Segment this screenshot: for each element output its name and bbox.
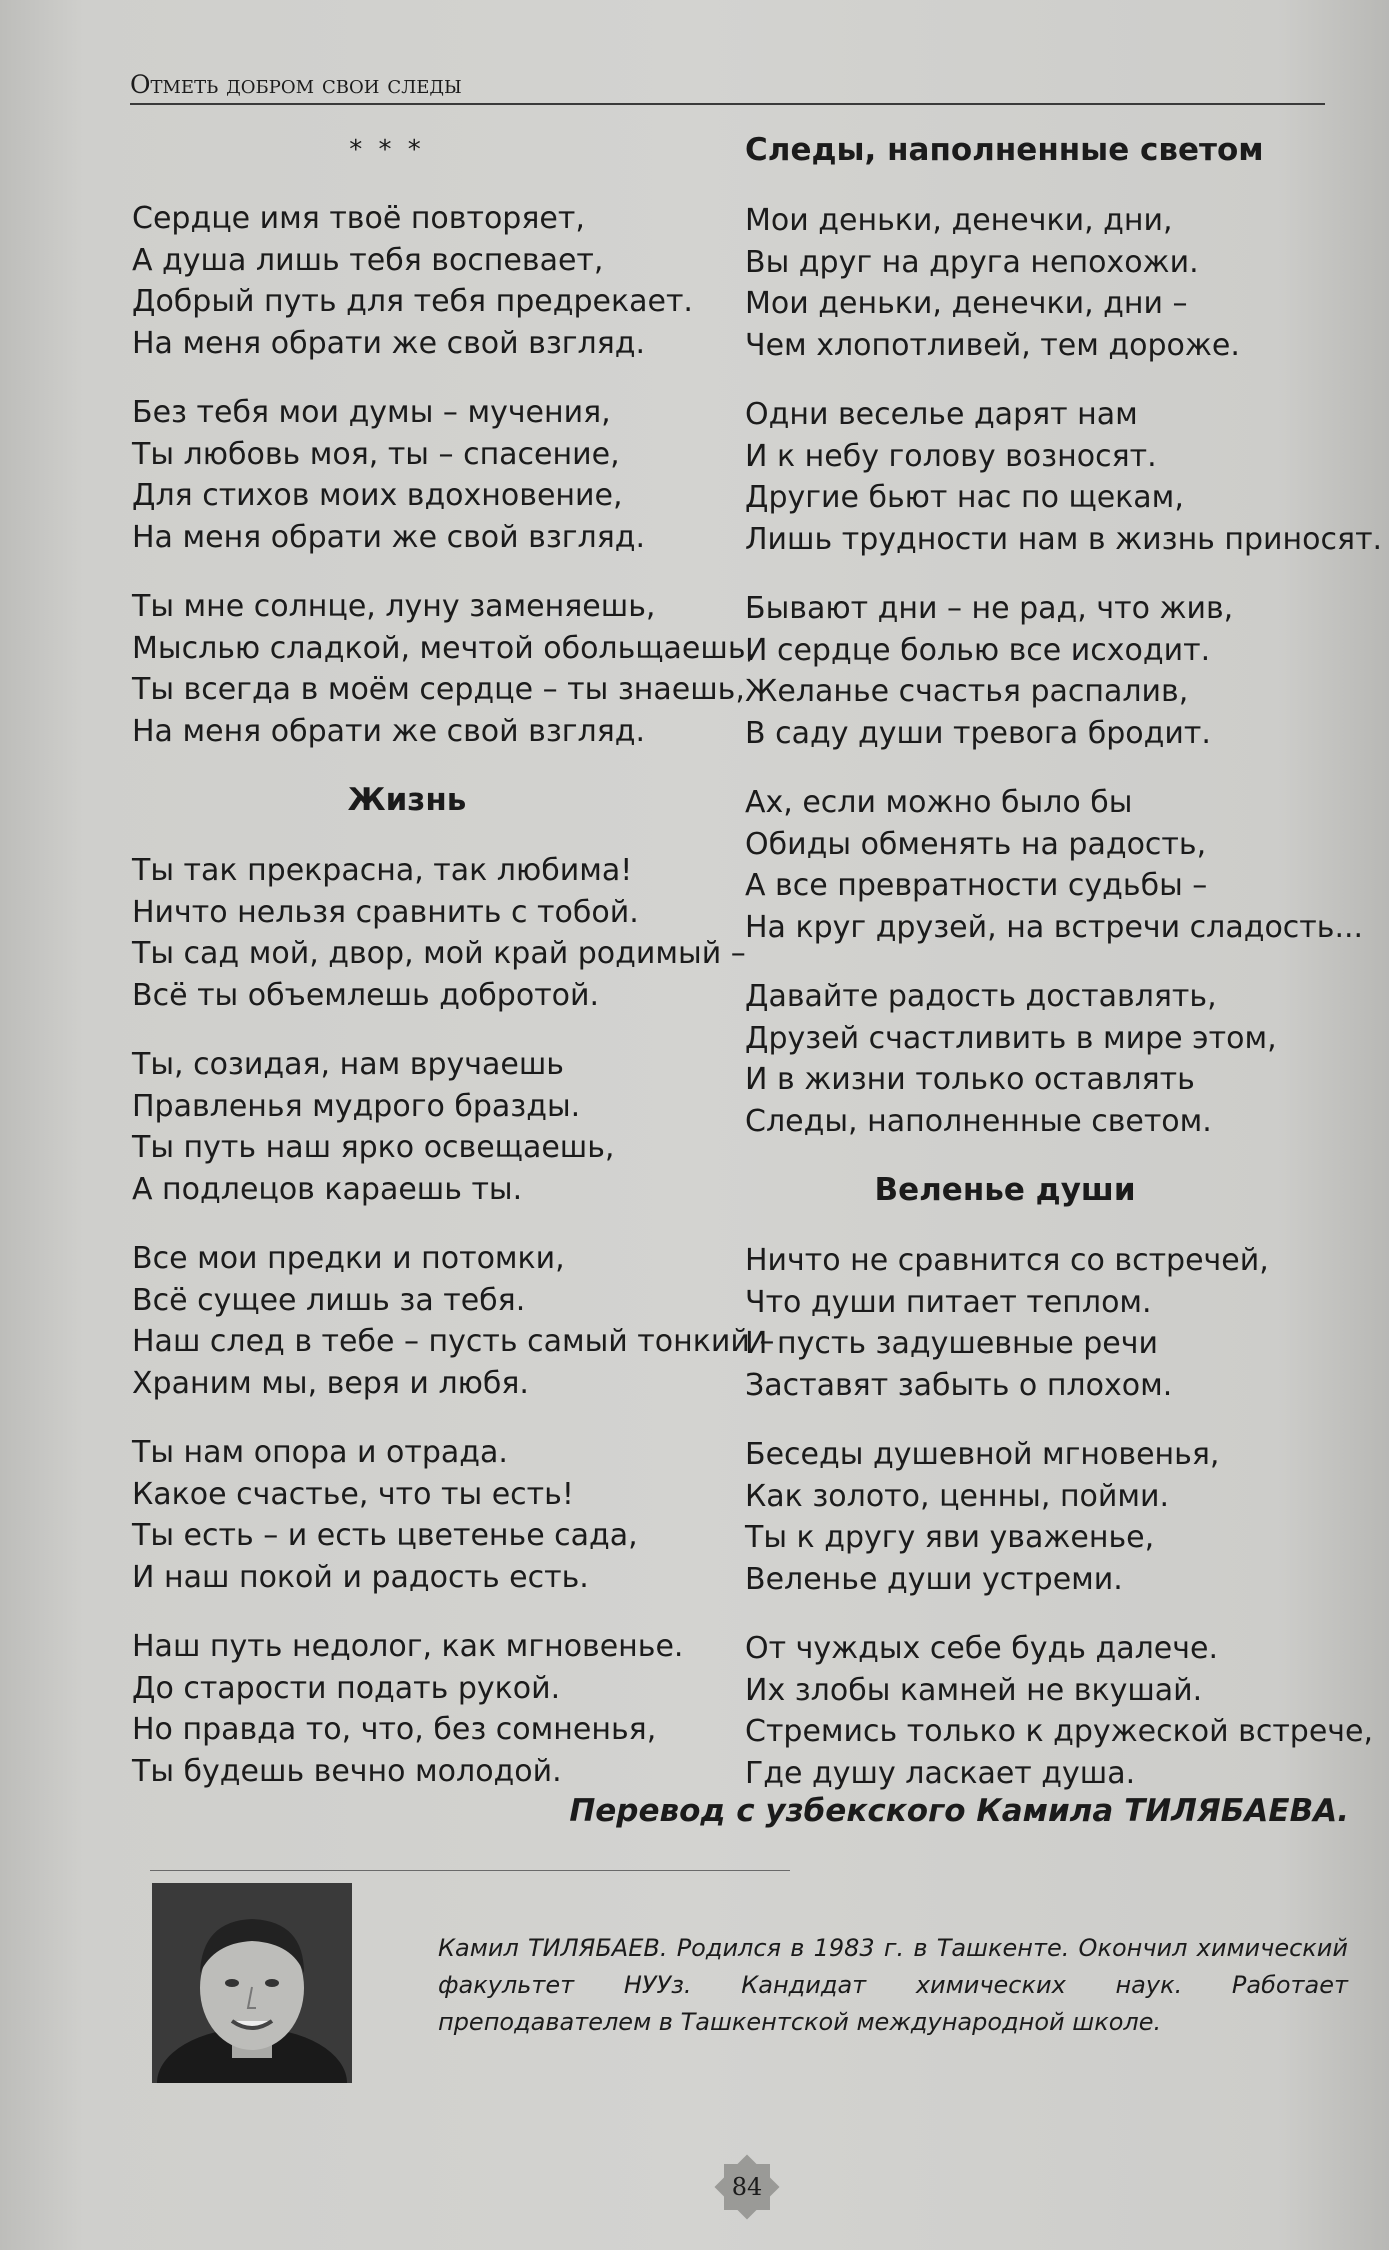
poem-line: И к небу голову возносят. bbox=[745, 438, 1157, 474]
poem-line: И пусть задушевные речи bbox=[745, 1326, 1158, 1361]
poem-zhizn bbox=[132, 850, 775, 1792]
poem-line: Ты мне солнце, луну заменяешь, bbox=[132, 589, 656, 624]
poem-title-velenie: Веленье души bbox=[874, 1172, 1136, 1208]
poem-line: Но правда то, что, без сомненья, bbox=[132, 1712, 657, 1747]
poem-line: И наш покой и радость есть. bbox=[132, 1559, 589, 1595]
poem-line: Ничто нельзя сравнить с тобой. bbox=[132, 894, 639, 930]
author-portrait-icon bbox=[152, 1883, 352, 2083]
poem-line: Ты, созидая, нам вручаешь bbox=[132, 1047, 564, 1082]
stanza bbox=[132, 1238, 775, 1404]
poem-line: Всё сущее лишь за тебя. bbox=[132, 1282, 526, 1318]
poem-line: И в жизни только оставлять bbox=[745, 1062, 1195, 1097]
poem-line: Ты сад мой, двор, мой край родимый – bbox=[132, 936, 746, 971]
poem-line: Правленья мудрого бразды. bbox=[132, 1088, 581, 1124]
poem-line: На меня обрати же свой взгляд. bbox=[132, 713, 646, 749]
poem-line: Ты к другу яви уваженье, bbox=[745, 1520, 1155, 1555]
poem-line: Заставят забыть о плохом. bbox=[745, 1367, 1173, 1403]
stanza bbox=[132, 1432, 722, 1598]
poem-line: Чем хлопотливей, тем дороже. bbox=[745, 327, 1240, 363]
stanza bbox=[745, 200, 1345, 366]
poem-line: Что души питает теплом. bbox=[745, 1284, 1152, 1320]
poem-line: Мыслью сладкой, мечтой обольщаешь, bbox=[132, 630, 756, 666]
stanza bbox=[745, 782, 1364, 948]
poem-line: Ты будешь вечно молодой. bbox=[132, 1753, 562, 1789]
stanza bbox=[132, 1044, 722, 1210]
page-number-badge bbox=[712, 2152, 782, 2222]
stanza bbox=[132, 392, 722, 558]
poem-title-zhizn: Жизнь bbox=[347, 782, 467, 818]
stanza bbox=[745, 588, 1345, 754]
poem-line: Мои деньки, денечки, дни, bbox=[745, 203, 1173, 238]
poem-line: Как золото, ценны, пойми. bbox=[745, 1478, 1170, 1514]
poem-line: Ах, если можно было бы bbox=[745, 785, 1133, 820]
poem-stars-heading: * * * bbox=[349, 135, 425, 165]
poem-line: Ты есть – и есть цветенье сада, bbox=[132, 1518, 638, 1553]
poem-line: Лишь трудности нам в жизнь приносят. bbox=[745, 521, 1383, 557]
poem-line: Давайте радость доставлять, bbox=[745, 979, 1217, 1014]
poem-line: Мои деньки, денечки, дни – bbox=[745, 286, 1188, 321]
poem-line: До старости подать рукой. bbox=[132, 1670, 561, 1706]
poem-line: На круг друзей, на встречи сладость... bbox=[745, 909, 1364, 945]
stanza bbox=[745, 1628, 1374, 1794]
page-number: 84 bbox=[731, 2173, 763, 2201]
poem-line: Ты путь наш ярко освещаешь, bbox=[132, 1130, 615, 1165]
poem-line: Обиды обменять на радость, bbox=[745, 826, 1207, 862]
poem-line: Ты любовь моя, ты – спасение, bbox=[132, 436, 620, 472]
poem-line: Бывают дни – не рад, что жив, bbox=[745, 591, 1234, 626]
poem-line: Другие бьют нас по щекам, bbox=[745, 480, 1184, 515]
author-photo bbox=[152, 1883, 352, 2083]
poem-line: От чуждых себе будь далече. bbox=[745, 1631, 1218, 1666]
poem-line: И сердце болью все исходит. bbox=[745, 632, 1211, 668]
author-bio: Камил ТИЛЯБАЕВ. Родился в 1983 г. в Ташкенте. Окончил химический факультет НУУз. Кандидат химических наук. Работает преподавателем в Ташкентской международной школе. bbox=[438, 1934, 1348, 2036]
running-head: Отметь добром свои следы bbox=[130, 70, 1325, 105]
poem-line: Стремись только к дружеской встрече, bbox=[745, 1714, 1374, 1749]
poem-line: Наш след в тебе – пусть самый тонкий – bbox=[132, 1324, 775, 1359]
right-column bbox=[745, 130, 1383, 1822]
divider bbox=[150, 1870, 790, 1871]
poem-line: Веленье души устреми. bbox=[745, 1561, 1123, 1597]
poem-line: На меня обрати же свой взгляд. bbox=[132, 519, 646, 555]
poem-line: Следы, наполненные светом. bbox=[745, 1103, 1212, 1139]
poem-line: Друзей счастливить в мире этом, bbox=[745, 1020, 1277, 1056]
stanza bbox=[745, 1434, 1345, 1600]
poem-line: Где душу ласкает душа. bbox=[745, 1755, 1136, 1791]
poem-line: Какое счастье, что ты есть! bbox=[132, 1476, 574, 1512]
left-column bbox=[132, 130, 775, 1820]
poem-line: Храним мы, веря и любя. bbox=[132, 1365, 529, 1401]
poem-line: Наш путь недолог, как мгновенье. bbox=[132, 1629, 684, 1664]
poem-line: Одни веселье дарят нам bbox=[745, 397, 1138, 432]
poem-title-sledy: Следы, наполненные светом bbox=[745, 132, 1264, 168]
poem-line: А все превратности судьбы – bbox=[745, 868, 1208, 903]
translator-credit: Перевод с узбекского Камила ТИЛЯБАЕВА. bbox=[569, 1793, 1349, 1829]
poem-line: Ты так прекрасна, так любима! bbox=[132, 853, 633, 888]
poem-line: Для стихов моих вдохновение, bbox=[132, 478, 623, 513]
stanza bbox=[745, 976, 1345, 1142]
poem-line: Без тебя мои думы – мучения, bbox=[132, 395, 611, 430]
poem-line: А душа лишь тебя воспевает, bbox=[132, 242, 604, 278]
poem-untitled bbox=[132, 198, 756, 752]
poem-velenie bbox=[745, 1240, 1374, 1794]
stanza bbox=[745, 1240, 1345, 1406]
poem-line: Все мои предки и потомки, bbox=[132, 1241, 565, 1276]
poem-line: Ты всегда в моём сердце – ты знаешь, bbox=[132, 672, 745, 707]
stanza bbox=[132, 586, 756, 752]
poem-line: На меня обрати же свой взгляд. bbox=[132, 325, 646, 361]
poem-line: Желанье счастья распалив, bbox=[745, 674, 1189, 709]
poem-line: Вы друг на друга непохожи. bbox=[745, 244, 1199, 280]
poem-line: Добрый путь для тебя предрекает. bbox=[132, 284, 693, 319]
poem-line: Беседы душевной мгновенья, bbox=[745, 1437, 1220, 1472]
poem-sledy bbox=[745, 200, 1383, 1142]
poem-line: Всё ты объемлешь добротой. bbox=[132, 977, 600, 1013]
poem-line: Ты нам опора и отрада. bbox=[132, 1435, 508, 1470]
stanza bbox=[132, 850, 746, 1016]
stanza bbox=[745, 394, 1383, 560]
poem-line: А подлецов караешь ты. bbox=[132, 1171, 523, 1207]
poem-line: В саду души тревога бродит. bbox=[745, 715, 1211, 751]
poem-line: Сердце имя твоё повторяет, bbox=[132, 201, 585, 236]
stanza bbox=[132, 198, 722, 364]
stanza bbox=[132, 1626, 722, 1792]
poem-line: Ничто не сравнится со встречей, bbox=[745, 1243, 1269, 1278]
poem-line: Их злобы камней не вкушай. bbox=[745, 1672, 1203, 1708]
